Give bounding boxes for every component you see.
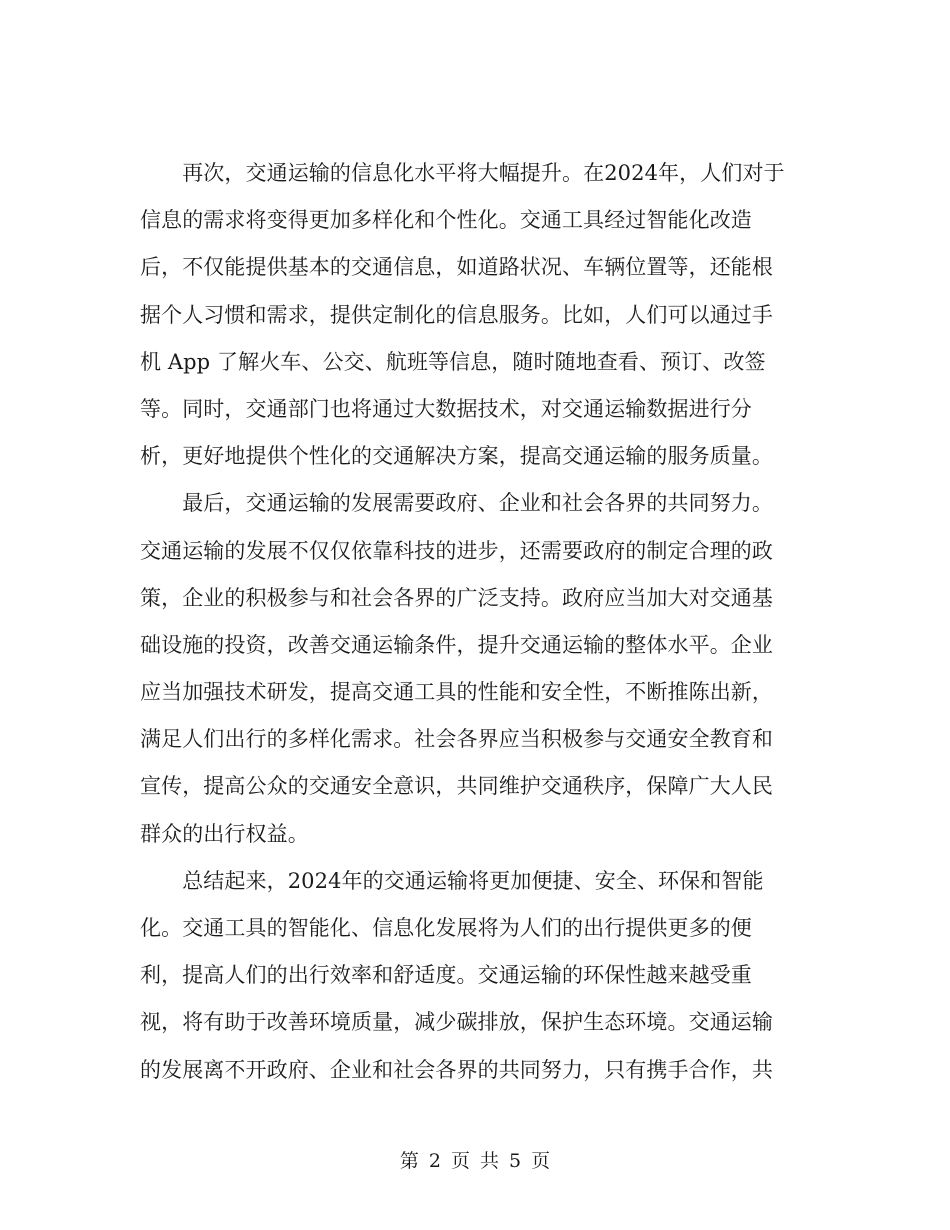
text-line: 满足人们出行的多样化需求。社会各界应当积极参与交通安全教育和: [140, 727, 773, 752]
text-line: 机 App 了解火车、公交、航班等信息，随时随地查看、预订、改签: [140, 349, 766, 374]
text-line: 的发展离不开政府、企业和社会各界的共同努力，只有携手合作，共: [140, 1057, 773, 1082]
text-line: 础设施的投资，改善交通运输条件，提升交通运输的整体水平。企业: [140, 632, 773, 657]
text-line: 应当加强技术研发，提高交通工具的性能和安全性，不断推陈出新，: [140, 680, 773, 705]
text-line: 宣传，提高公众的交通安全意识，共同维护交通秩序，保障广大人民: [140, 774, 773, 799]
text-line: 视，将有助于改善环境质量，减少碳排放，保护生态环境。交通运输: [140, 1010, 773, 1035]
text-line: 等。同时，交通部门也将通过大数据技术，对交通运输数据进行分: [140, 396, 752, 421]
text-line: 信息的需求将变得更加多样化和个性化。交通工具经过智能化改造: [140, 208, 752, 233]
text-line: 利，提高人们的出行效率和舒适度。交通运输的环保性越来越受重: [140, 963, 752, 988]
text-line: 最后，交通运输的发展需要政府、企业和社会各界的共同努力。: [140, 491, 773, 516]
text-line: 总结起来，2024年的交通运输将更加便捷、安全、环保和智能: [140, 868, 764, 893]
text-line: 再次，交通运输的信息化水平将大幅提升。在2024年，人们对于: [140, 161, 785, 185]
text-line: 策，企业的积极参与和社会各界的广泛支持。政府应当加大对交通基: [140, 585, 773, 610]
text-line: 群众的出行权益。: [140, 821, 309, 846]
page-number-footer: 第 2 页 共 5 页: [399, 1150, 551, 1172]
text-line: 析，更好地提供个性化的交通解决方案，提高交通运输的服务质量。: [140, 444, 773, 469]
body-text: [140, 150, 800, 1094]
text-line: 据个人习惯和需求，提供定制化的信息服务。比如，人们可以通过手: [140, 302, 773, 327]
text-line: 交通运输的发展不仅仅依靠科技的进步，还需要政府的制定合理的政: [140, 538, 773, 563]
text-line: 化。交通工具的智能化、信息化发展将为人们的出行提供更多的便: [140, 916, 752, 940]
text-line: 后，不仅能提供基本的交通信息，如道路状况、车辆位置等，还能根: [140, 255, 773, 280]
